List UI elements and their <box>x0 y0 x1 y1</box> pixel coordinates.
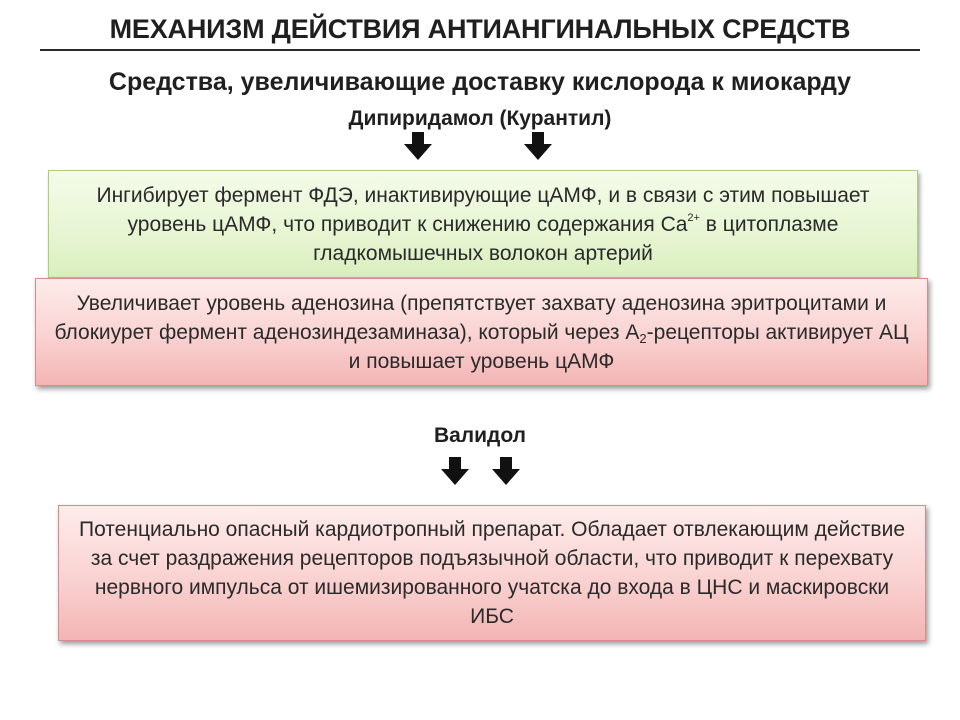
mechanism-text: Ингибирует фермент ФДЭ, инактивирующие цАМФ, и в связи с этим повышает уровень цАМФ, что приводит к снижению содержания $Ca^{2+}$ в цитоплазме гладкомышечных волокон артерий <box>96 183 870 265</box>
slide-title: МЕХАНИЗМ ДЕЙСТВИЯ АНТИАНГИНАЛЬНЫХ СРЕДСТВ <box>109 14 851 44</box>
arrow-down-icon <box>524 132 552 160</box>
mechanism-text: Потенциально опасный кардиотропный препарат. Обладает отвлекающим действие за счет раздражения рецепторов подъязычной области, что приводит к перехвату нервного импульса от ишемизированного учатска до входа в ЦНС и маскировски ИБС <box>78 518 906 628</box>
drug-name-validol: Валидол <box>433 424 527 447</box>
mechanism-box-adenosine <box>35 278 928 386</box>
arrow-down-icon <box>492 457 520 485</box>
section-subtitle: Средства, увеличивающие доставку кислорода к миокарду <box>108 68 852 96</box>
mechanism-text: Увеличивает уровень аденозина (препятствует захвату аденозина эритроцитами и блокиурет фермент аденозиндезаминаза), который через $А_2$-рецепторы активирует АЦ и повышает уровень цАМФ <box>54 291 909 373</box>
arrow-down-icon <box>404 132 432 160</box>
mechanism-box-validol <box>58 505 926 641</box>
title-divider <box>40 49 920 51</box>
mechanism-box-pde-inhibition <box>48 170 918 278</box>
arrow-down-icon <box>441 457 469 485</box>
drug-name-dipyridamole: Дипиридамол (Курантил) <box>348 107 612 130</box>
